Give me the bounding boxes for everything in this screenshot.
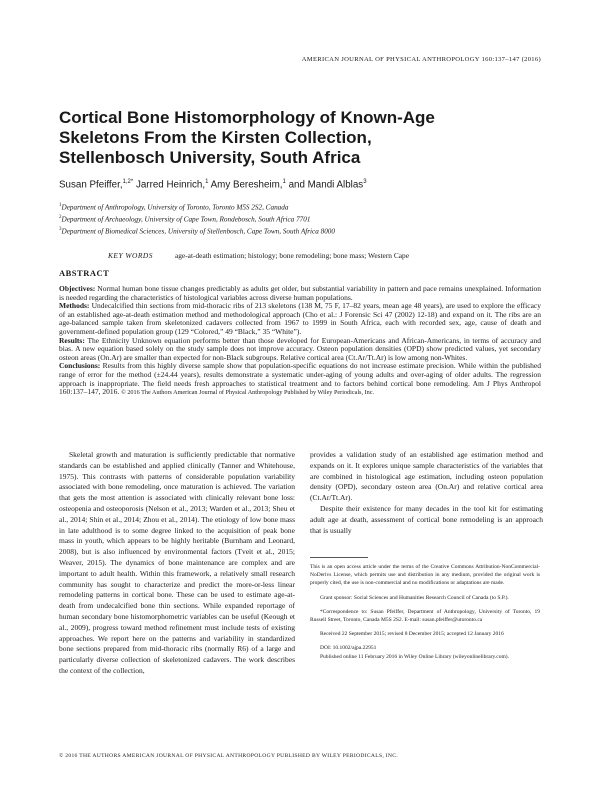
- footnote-divider: [310, 557, 368, 558]
- abstract-methods: [59, 302, 541, 336]
- author-name: Jarred Heinrich,: [133, 179, 206, 191]
- correspondence-note: *Correspondence to: Susan Pfeiffer, Department of Anthropology, University of Toronto, 19 Russell Street, Toronto, Canada M5S 2S2. E-mail: susan.pfeiffer@utoronto.ca: [310, 608, 540, 624]
- body-text-right-column: [310, 450, 543, 536]
- abstract-copyright: © 2016 The Authors American Journal of Physical Anthropology Published by Wiley Periodicals, Inc.: [121, 389, 374, 397]
- title-line: Stellenbosch University, South Africa: [59, 148, 361, 167]
- abstract: [59, 285, 541, 398]
- running-head: AMERICAN JOURNAL OF PHYSICAL ANTHROPOLOGY 160:137–147 (2016): [301, 56, 541, 63]
- abstract-objectives: [59, 285, 541, 302]
- body-text-left-column: Skeletal growth and maturation is sufficiently predictable that normative standards can be established and applied clinically (Tanner and Whitehouse, 1975). This contrasts with patterns of considerable population variability associated with bone remodeling, once maturation is achieved. The variation that gets the most attention is associated with clinically relevant bone loss: osteopenia and osteoporosis (Nelson et al., 2013; Warden et al., 2013; Sheu et al., 2014; Shin et al., 2014; Zhou et al., 2014). The etiology of low bone mass in late adulthood is to some degree linked to the acquisition of peak bone mass in youth, which appears to be highly heritable (Burnham and Leonard, 2008), but is also influenced by environmental factors (Tveit et al., 2015; Weaver, 2015). The dynamics of bone maintenance are complex and are important to adult health. Within this framework, a relatively small research community has sought to characterize and predict the more-or-less linear remodeling patterns in cortical bone. These can be used to estimate age-at-death from undecalcified bone thin sections. While expanded reportage of human secondary bone histomorphometric variables can be useful (Keough et al., 2009), progress toward method refinement must include tests of existing approaches. We report here on the patterns and variability in standardized bone sections prepared from mid-thoracic ribs (normally R6) of a large and particularly diverse collection of skeletonized cadavers. The work describes the context of the collection,: [59, 450, 295, 675]
- affiliation: [59, 201, 335, 213]
- author-name: Amy Beresheim,: [208, 179, 283, 191]
- open-access-note: This is an open access article under the terms of the Creative Commons Attribution-NonCommercial-NoDerivs License, which permits use and distribution in any medium, provided the original work is properly cited, the use is non-commercial and no modifications or adaptations are made.: [310, 564, 540, 587]
- author-sup: 1: [282, 179, 286, 185]
- body-paragraph: Despite their existence for many decades in the tool kit for estimating adult age at death, assessment of cortical bone remodeling is an approach that is usually: [310, 503, 543, 535]
- affiliation-sup: 2: [59, 214, 62, 220]
- affiliation-text: Department of Biomedical Sciences, University of Stellenbosch, Cape Town, South Africa 8000: [61, 226, 335, 235]
- abstract-results: [59, 337, 541, 363]
- affiliation-sup: 3: [59, 226, 62, 232]
- title-line: Skeletons From the Kirsten Collection,: [59, 128, 372, 147]
- received-note: Received 22 September 2015; revised 8 December 2015; accepted 12 January 2016: [320, 631, 504, 638]
- results-text: The Ethnicity Unknown equation performs better than those developed for European-Americans and African-Americans, in terms of accuracy and bias. A new equation based solely on the study sample does not improve accuracy. Osteon population densities (OPD) show predicted values, yet secondary osteon areas (On.Ar) are smaller than expected for non-Black subgroups. Relative cortical area (Ct.Ar/Tt.Ar) is low among non-Whites.: [59, 335, 541, 362]
- body-paragraph: provides a validation study of an established age estimation method and expands on it. It explores unique sample characteristics of the variables that are combined in histological age estimation, including osteon population density (OPD), secondary osteon area (On.Ar) and relative cortical area (Ct.Ar/Tt.Ar).: [310, 450, 543, 503]
- doi-note: DOI: 10.1002/ajpa.22951: [320, 645, 377, 652]
- author-sup: 1,2*: [122, 179, 134, 185]
- abstract-conclusions: [59, 362, 541, 397]
- conclusions-label: Conclusions:: [59, 361, 101, 371]
- page-footer: © 2016 THE AUTHORS AMERICAN JOURNAL OF PHYSICAL ANTHROPOLOGY PUBLISHED BY WILEY PERIODICALS, INC.: [59, 753, 398, 759]
- affiliation: [59, 213, 335, 225]
- keywords: [108, 251, 409, 260]
- affiliation-text: Department of Anthropology, University of Toronto, Toronto M5S 2S2, Canada: [61, 203, 289, 212]
- article-title: [59, 108, 489, 168]
- author-name: and Mandi Alblas: [285, 179, 364, 191]
- objectives-label: Objectives:: [59, 284, 96, 293]
- abstract-heading: ABSTRACT: [59, 268, 110, 278]
- keywords-text: age-at-death estimation; histology; bone remodeling; bone mass; Western Cape: [174, 251, 410, 260]
- affiliations: [59, 201, 335, 236]
- results-label: Results:: [59, 335, 85, 345]
- author-name: Susan Pfeiffer,: [59, 179, 123, 191]
- author-sup: 3: [363, 179, 367, 185]
- published-note: Published online 11 February 2016 in Wiley Online Library (wileyonlinelibrary.com).: [320, 653, 509, 660]
- affiliation: [59, 225, 335, 237]
- author-sup: 1: [205, 179, 209, 185]
- methods-label: Methods:: [59, 301, 90, 311]
- footnotes: [310, 563, 540, 667]
- methods-text: Undecalcified thin sections from mid-thoracic ribs of 213 skeletons (138 M, 75 F, 17–82 years, mean age 48 years), are used to explore the efficacy of an established age-at-death estimation method and methodological approach (Cho et al.: J Forensic Sci 47 (2002) 12-18) and expand on it. The ribs are an age-balanced sample taken from skeletonized cadavers collected from 1967 to 1999 in South Africa, each with recorded sex, age, cause of death and government-defined population group (129 “Colored,” 49 “Black,” 35 “White”).: [59, 301, 541, 336]
- objectives-text: Normal human bone tissue changes predictably as adults get older, but substantial variability in pattern and pace remains unexplained. Information is needed regarding the characteristics of histological variables across diverse human populations.: [59, 284, 541, 302]
- keywords-label: KEY WORDS: [108, 251, 153, 260]
- affiliation-sup: 1: [59, 203, 62, 208]
- author-list: [59, 179, 367, 190]
- conclusions-text: Results from this highly diverse sample show that population-specific equations do not increase estimate precision. While within the published range of error for the method (±24.44 years), results demonstrate a systematic under-aging of young adults and over-aging of older adults. The regression approach is inappropriate. The field needs fresh approaches to statistical treatment and to factors behind cortical bone remodeling. Am J Phys Anthropol 160:137–147, 2016.: [59, 361, 541, 397]
- grant-note: Grant sponsor: Social Sciences and Humanities Research Council of Canada (to S.P.).: [320, 594, 509, 601]
- title-line: Cortical Bone Histomorphology of Known-Age: [59, 108, 435, 127]
- affiliation-text: Department of Archaeology, University of Cape Town, Rondebosch, South Africa 7701: [61, 215, 311, 224]
